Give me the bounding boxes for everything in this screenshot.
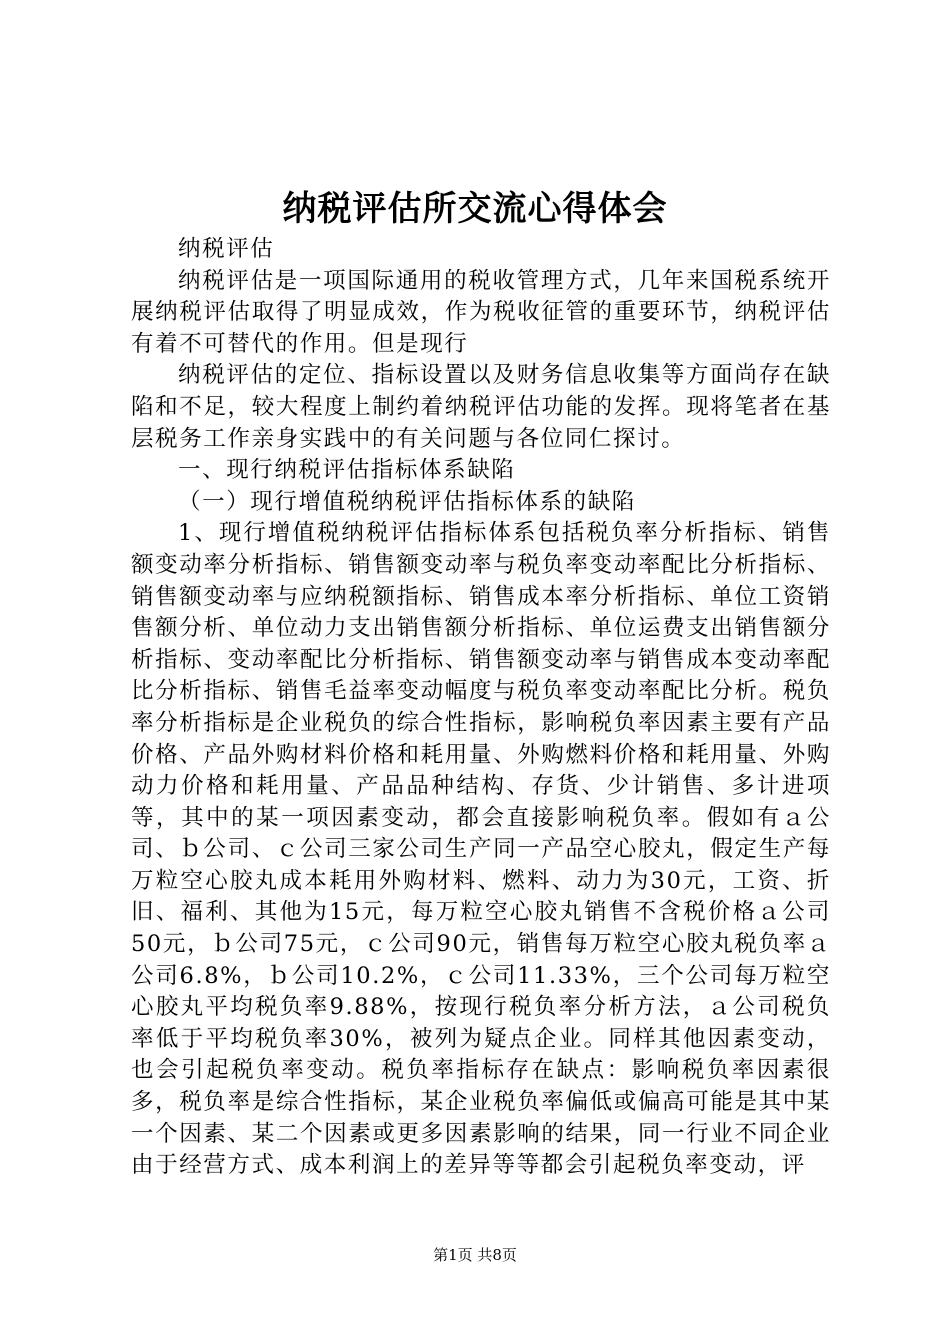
paragraph: 纳税评估 <box>178 236 275 262</box>
page-number-footer: 第1页 共8页 <box>433 1246 517 1264</box>
subsection-heading: （一）现行增值税纳税评估指标体系的缺陷 <box>178 488 636 515</box>
document-body <box>131 234 831 1182</box>
section-heading: 一、现行纳税评估指标体系缺陷 <box>178 457 516 484</box>
paragraph: 1、现行增值税纳税评估指标体系包括税负率分析指标、销售额变动率分析指标、销售额变动率与税负率变动率配比分析指标、销售额变动率与应纳税额指标、销售成本率分析指标、单位工资销售额分析、单位动力支出销售额分析指标、单位运费支出销售额分析指标、变动率配比分析指标、销售额变动率与销售成本变动率配比分析指标、销售毛益率变动幅度与税负率变动率配比分析。税负率分析指标是企业税负的综合性指标，影响税负率因素主要有产品价格、产品外购材料价格和耗用量、外购燃料价格和耗用量、外购动力价格和耗用量、产品品种结构、存货、少计销售、多计进项等，其中的某一项因素变动，都会直接影响税负率。假如有ａ公司、ｂ公司、ｃ公司三家公司生产同一产品空心胶丸，假定生产每万粒空心胶丸成本耗用外购材料、燃料、动力为30元，工资、折旧、福利、其他为15元，每万粒空心胶丸销售不含税价格ａ公司50元，ｂ公司75元，ｃ公司90元，销售每万粒空心胶丸税负率ａ公司6.8%，ｂ公司10.2%，ｃ公司11.33%，三个公司每万粒空心胶丸平均税负率9.88%，按现行税负率分析方法，ａ公司税负率低于平均税负率30%，被列为疑点企业。同样其他因素变动，也会引起税负率变动。税负率指标存在缺点：影响税负率因素很多，税负率是综合性指标，某企业税负率偏低或偏高可能是其中某一个因素、某二个因素或更多因素影响的结果，同一行业不同企业由于经营方式、成本利润上的差异等等都会引起税负率变动，评 <box>131 520 831 1179</box>
paragraph: 纳税评估是一项国际通用的税收管理方式，几年来国税系统开展纳税评估取得了明显成效，作为税收征管的重要环节，纳税评估有着不可替代的作用。但是现行 <box>131 267 831 357</box>
document-title: 纳税评估所交流心得体会 <box>282 189 668 229</box>
paragraph: 纳税评估的定位、指标设置以及财务信息收集等方面尚存在缺陷和不足，较大程度上制约着纳税评估功能的发挥。现将笔者在基层税务工作亲身实践中的有关问题与各位同仁探讨。 <box>131 362 831 452</box>
